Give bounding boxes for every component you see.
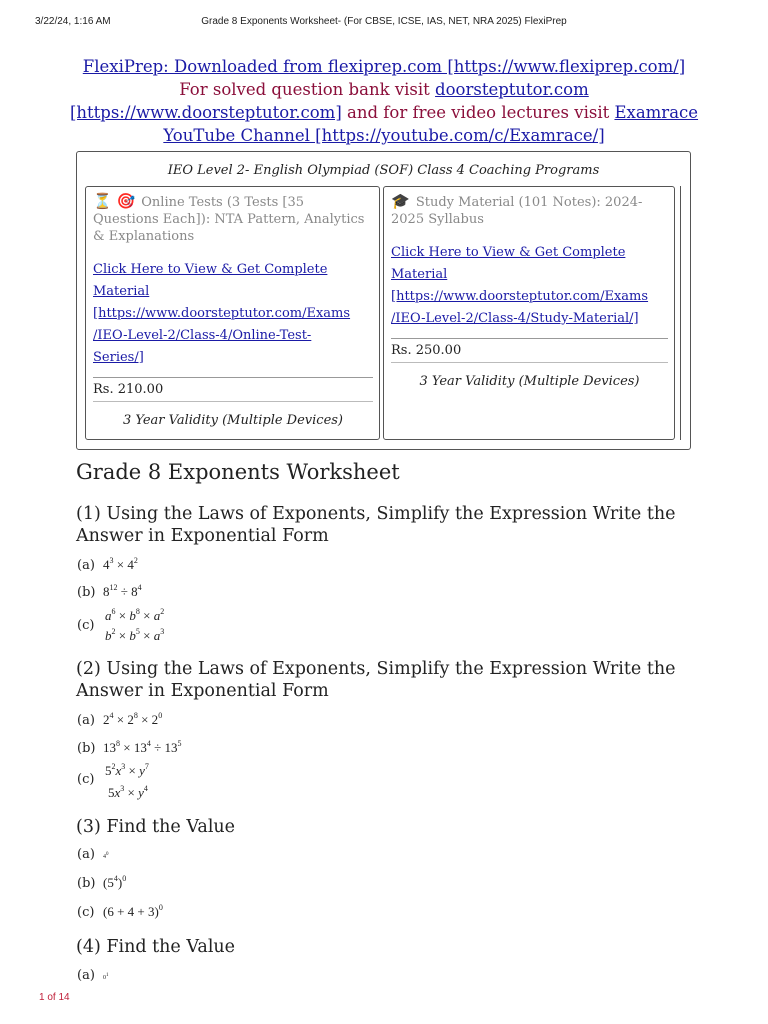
doorsteptutor-link[interactable]: doorsteptutor.com <box>435 80 589 99</box>
question-3a: (a) $4^0$ <box>77 847 109 862</box>
question-2b: (b) $13^8 \times 13^4 \div 13^5$ <box>77 739 182 756</box>
promo-text-2: and for free video lectures visit <box>341 103 615 122</box>
question-2c: (c) <box>77 772 95 787</box>
hourglass-target-icon: ⏳ 🎯 <box>93 192 136 210</box>
online-tests-validity: 3 Year Validity (Multiple Devices) <box>122 413 344 428</box>
question-4a: (a) $0^1$ <box>77 968 109 983</box>
promo-banner <box>60 55 708 147</box>
question-1c: (c) <box>77 618 95 633</box>
study-material-link[interactable]: Click Here to View & Get Complete Material [https://www.doorsteptutor.com/Exams /IEO-Level-2/Class-4/Study-Material/] <box>391 245 649 326</box>
promo-text-1: For solved question bank visit <box>179 80 436 99</box>
coaching-programs-box <box>76 151 691 450</box>
examrace-link[interactable]: Examrace <box>614 103 699 122</box>
divider <box>93 401 373 402</box>
print-doc-title: Grade 8 Exponents Worksheet- (For CBSE, ICSE, IAS, NET, NRA 2025) FlexiPrep <box>201 16 567 27</box>
study-material-price: Rs. 250.00 <box>391 338 668 359</box>
question-1c-denominator: $b^2 \times b^5 \times a^3$ <box>105 627 165 643</box>
study-material-heading: Study Material (101 Notes): 2024-2025 Syllabus <box>391 195 643 227</box>
question-3b: (b) $(5^4)^0$ <box>77 874 127 891</box>
study-material-card <box>383 186 675 440</box>
youtube-channel-link[interactable]: YouTube Channel [https://youtube.com/c/Examrace/] <box>163 126 605 145</box>
card-scroll-edge <box>680 186 685 440</box>
question-2a: (a) $2^4 \times 2^8 \times 2^0$ <box>77 711 163 728</box>
question-2-heading: (2) Using the Laws of Exponents, Simplify the Expression Write the Answer in Exponential Form <box>76 659 676 701</box>
question-1b: (b) $8^{12} \div 8^4$ <box>77 583 142 600</box>
page-number: 1 of 14 <box>39 992 70 1003</box>
doorsteptutor-url-link[interactable]: [https://www.doorsteptutor.com] <box>69 103 342 122</box>
question-1a: (a) $4^3 \times 4^2$ <box>77 556 138 573</box>
question-3-heading: (3) Find the Value <box>76 817 236 837</box>
question-4-heading: (4) Find the Value <box>76 937 236 957</box>
graduation-cap-icon: 🎓 <box>391 192 410 210</box>
worksheet-title: Grade 8 Exponents Worksheet <box>76 460 400 484</box>
online-tests-card <box>85 186 380 440</box>
print-datetime: 3/22/24, 1:16 AM <box>35 16 111 27</box>
question-1-heading: (1) Using the Laws of Exponents, Simplify the Expression Write the Answer in Exponential Form <box>76 504 676 546</box>
online-tests-price: Rs. 210.00 <box>93 377 373 398</box>
question-2c-denominator: $5x^3 \times y^4$ <box>108 784 148 800</box>
divider <box>391 362 668 363</box>
question-3c: (c) $(6 + 4 + 3)^0$ <box>77 903 163 920</box>
flexiprep-link[interactable]: FlexiPrep: Downloaded from flexiprep.com [https://www.flexiprep.com/] <box>82 57 686 76</box>
online-tests-heading: Online Tests (3 Tests [35 Questions Each]): NTA Pattern, Analytics & Explanations <box>93 195 365 244</box>
question-2c-numerator: $5^2x^3 \times y^7$ <box>105 762 149 778</box>
coaching-box-title: IEO Level 2- English Olympiad (SOF) Class 4 Coaching Programs <box>167 163 600 178</box>
study-material-validity: 3 Year Validity (Multiple Devices) <box>419 374 640 389</box>
question-1c-numerator: $a^6 \times b^8 \times a^2$ <box>105 607 165 623</box>
online-tests-link[interactable]: Click Here to View & Get Complete Material [https://www.doorsteptutor.com/Exams /IEO-Level-2/Class-4/Online-Test- Series/] <box>93 262 351 365</box>
